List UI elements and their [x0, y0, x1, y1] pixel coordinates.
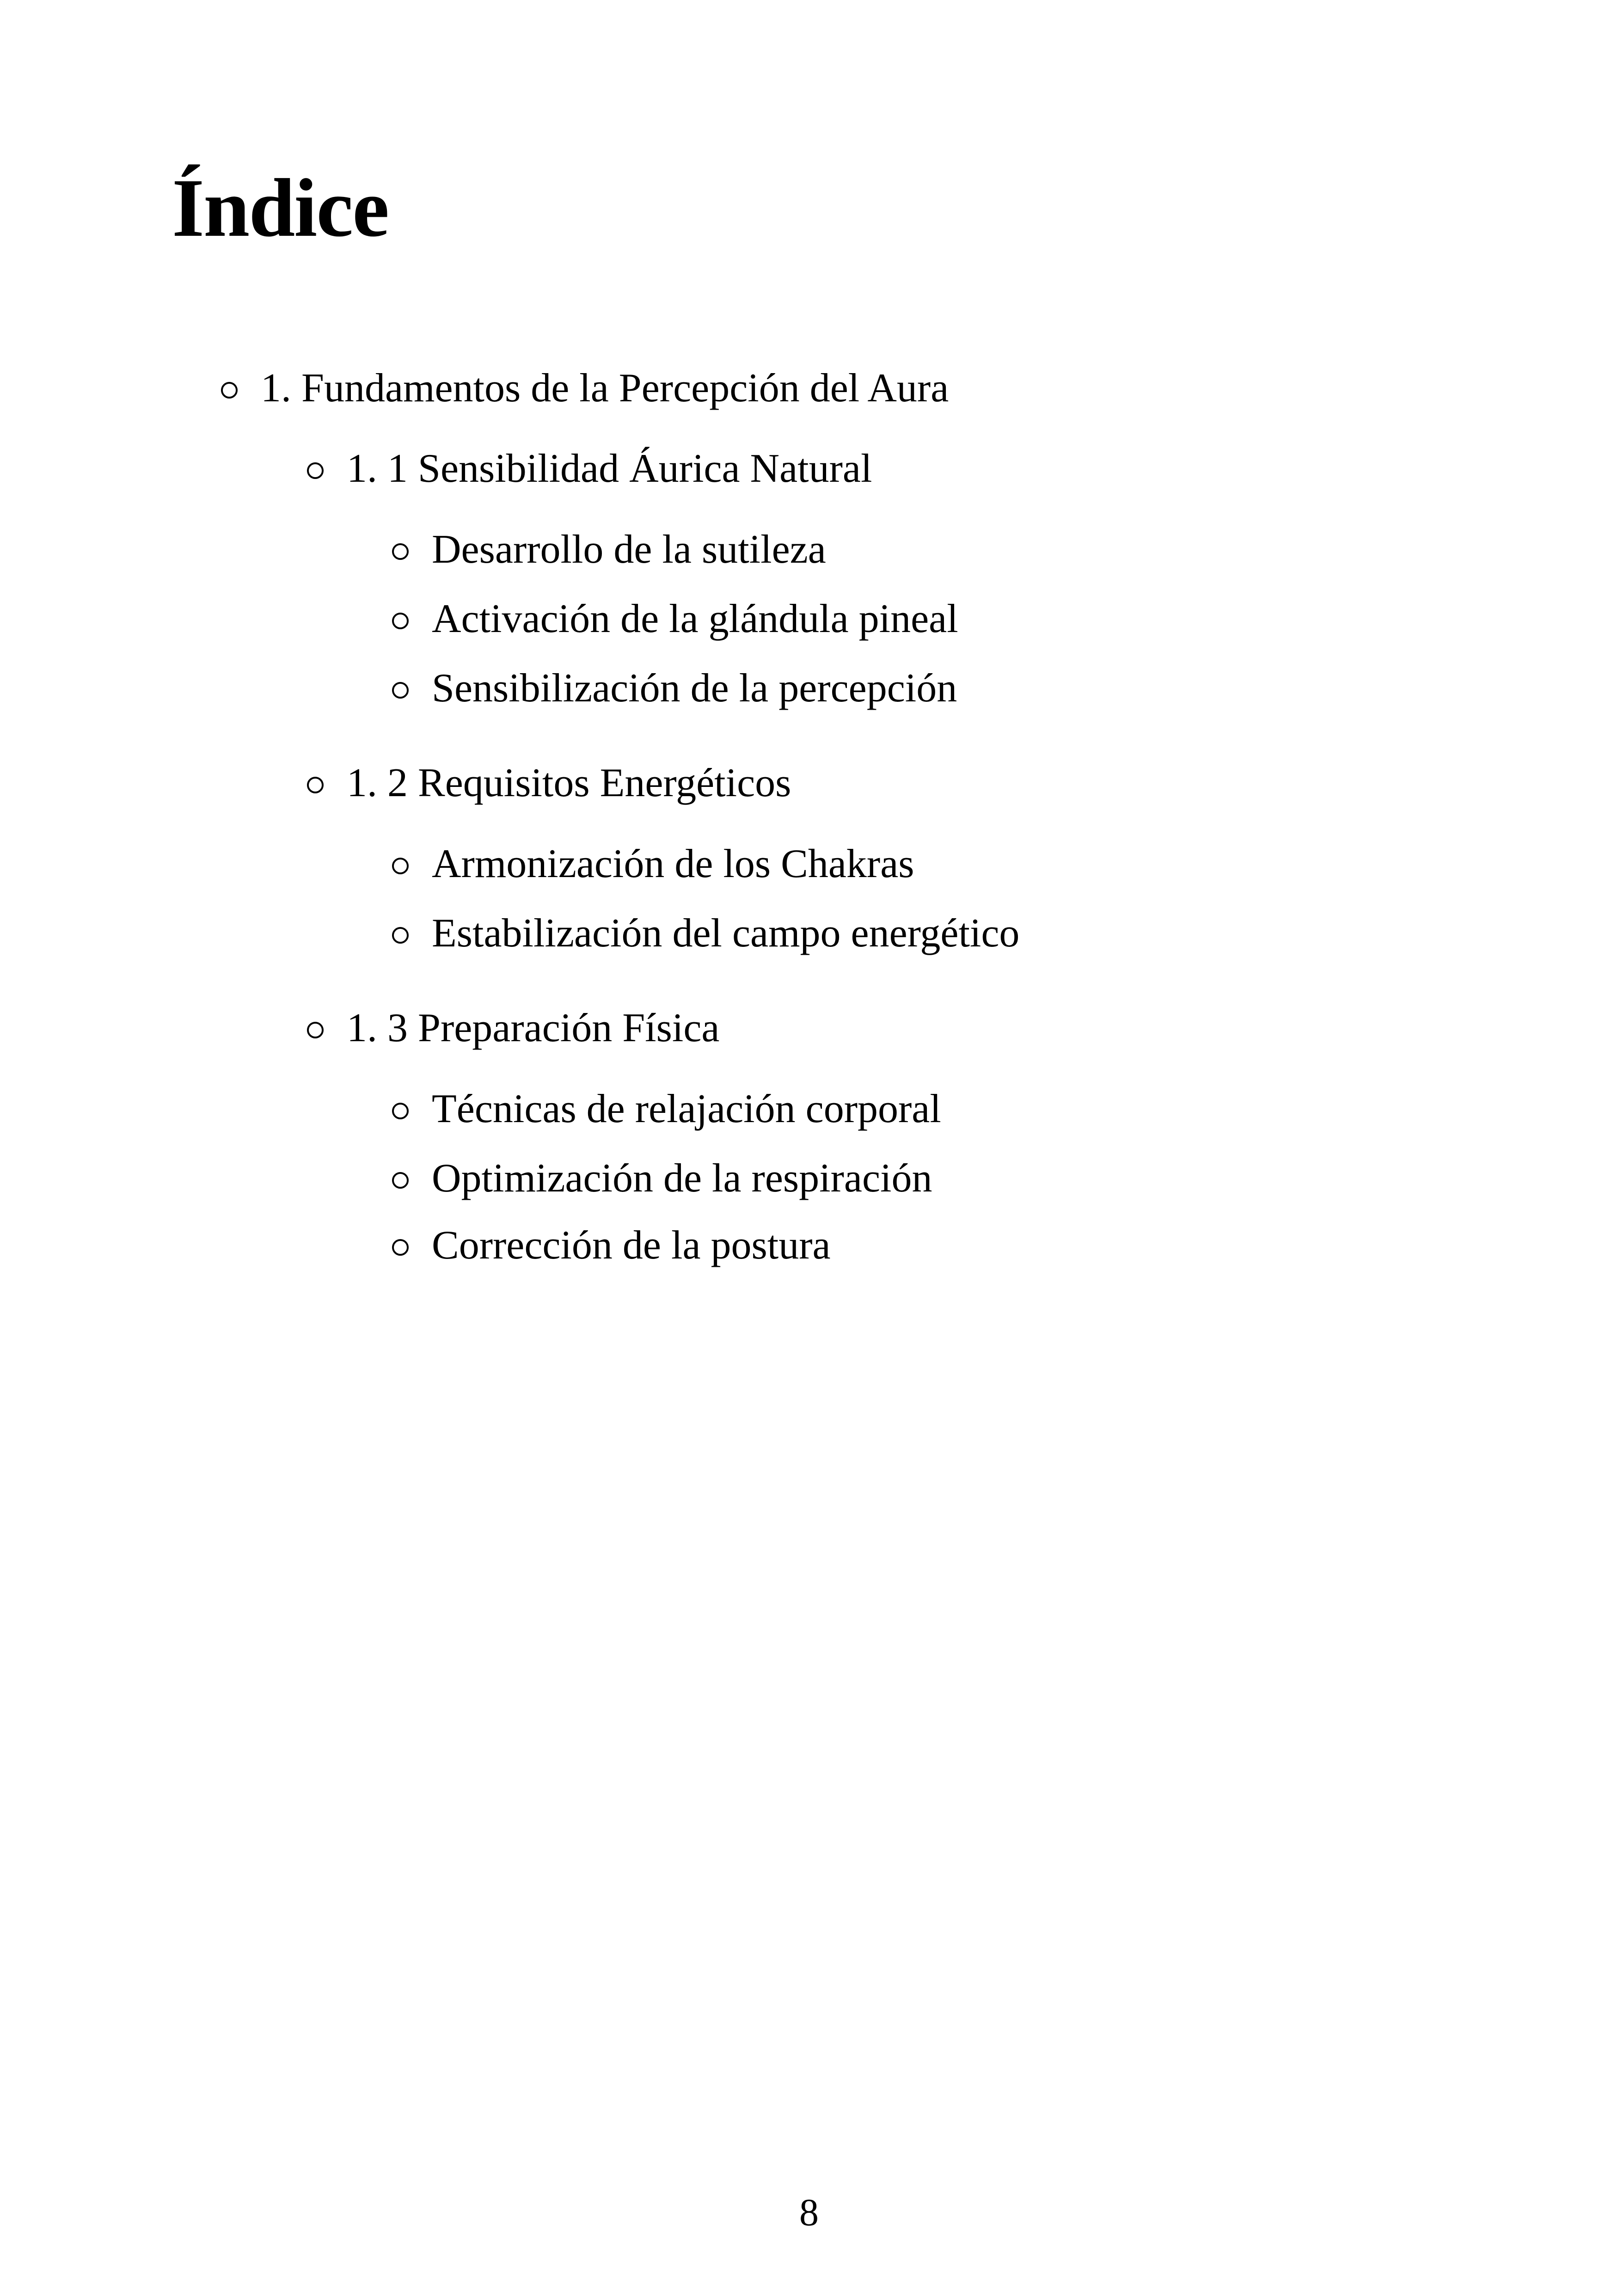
toc-item[interactable]: [392, 668, 957, 709]
toc-item[interactable]: [392, 596, 958, 641]
toc-item-label: Técnicas de relajación corporal: [432, 1087, 941, 1131]
toc-section-label: 1. 2 Requisitos Energéticos: [347, 761, 791, 805]
toc-chapter-1[interactable]: [221, 368, 949, 409]
toc-item-label: Activación de la glándula pineal: [432, 596, 958, 641]
circle-bullet-icon: [392, 858, 409, 874]
toc-item-label: Armonización de los Chakras: [432, 841, 914, 886]
toc-item[interactable]: [392, 841, 914, 886]
toc-item-label: Optimización de la respiración: [432, 1156, 932, 1201]
toc-item[interactable]: [392, 529, 826, 570]
toc-item-label: Desarrollo de la sutileza: [432, 527, 826, 572]
toc-section-1-2[interactable]: [307, 763, 791, 804]
circle-bullet-icon: [392, 682, 409, 699]
circle-bullet-icon: [392, 613, 409, 629]
toc-item-label: Corrección de la postura: [432, 1223, 831, 1268]
toc-item-label: Estabilización del campo energético: [432, 911, 1020, 956]
circle-bullet-icon: [221, 382, 238, 399]
toc-item[interactable]: [392, 1225, 831, 1266]
circle-bullet-icon: [392, 1103, 409, 1119]
circle-bullet-icon: [307, 462, 324, 479]
circle-bullet-icon: [392, 1239, 409, 1256]
toc-item-label: Sensibilización de la percepción: [432, 666, 957, 711]
circle-bullet-icon: [392, 1172, 409, 1189]
toc-section-label: 1. 1 Sensibilidad Áurica Natural: [347, 446, 872, 491]
toc-section-label: 1. 3 Preparación Física: [347, 1006, 720, 1050]
circle-bullet-icon: [307, 1022, 324, 1038]
toc-chapter-label: 1. Fundamentos de la Percepción del Aura: [261, 366, 949, 411]
page-number: 8: [799, 2191, 819, 2234]
toc-section-1-3[interactable]: [307, 1008, 719, 1049]
toc-item[interactable]: [392, 1089, 941, 1130]
toc-item[interactable]: [392, 913, 1019, 954]
page-title: Índice: [172, 162, 389, 254]
toc-item[interactable]: [392, 1158, 932, 1199]
circle-bullet-icon: [307, 777, 324, 793]
toc-section-1-1[interactable]: [307, 448, 872, 489]
circle-bullet-icon: [392, 927, 409, 944]
circle-bullet-icon: [392, 543, 409, 560]
